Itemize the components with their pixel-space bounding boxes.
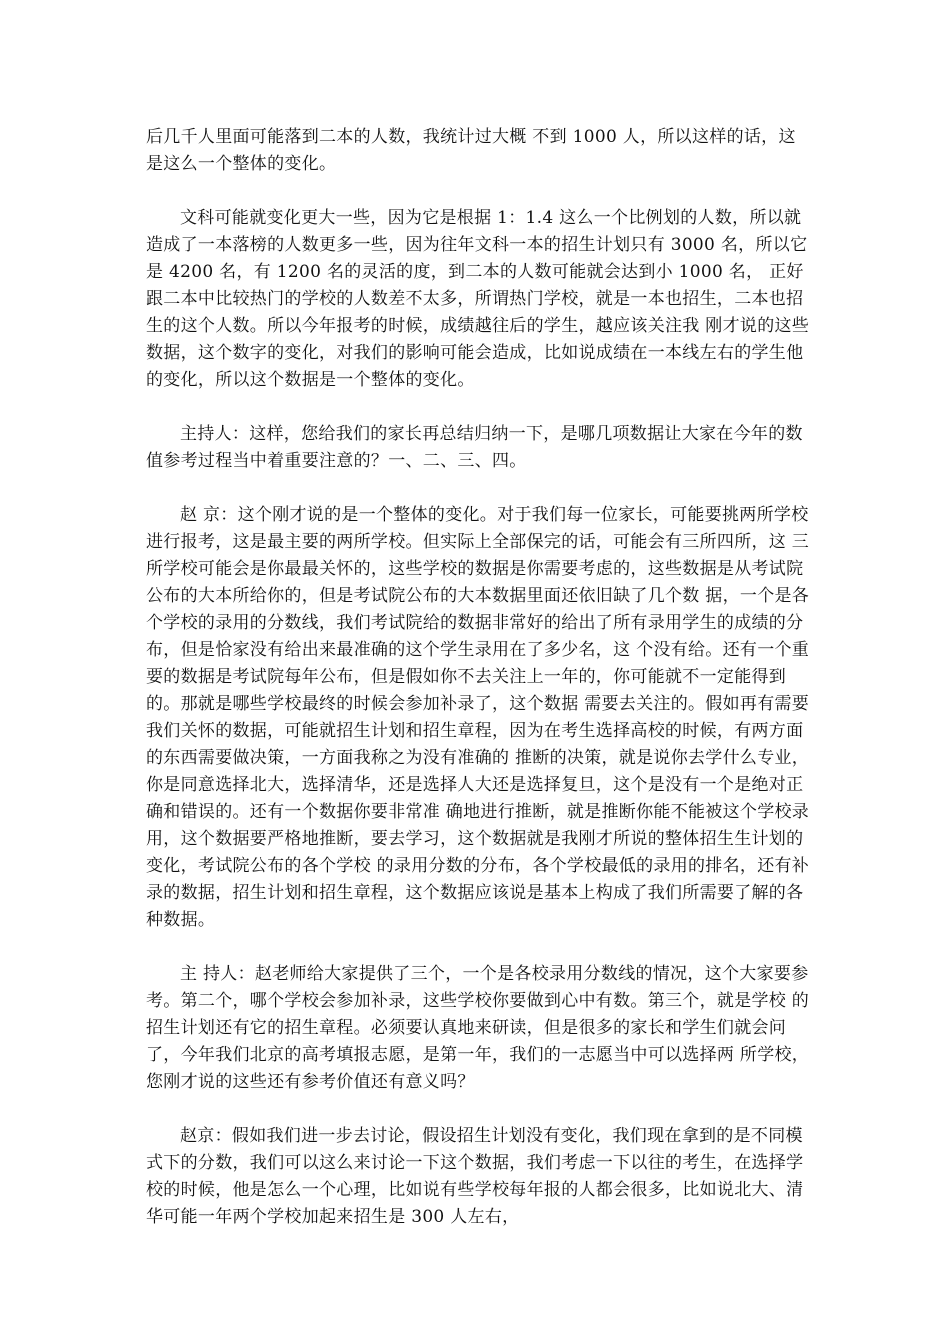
paragraph-host-summary: 主 持人：赵老师给大家提供了三个，一个是各校录用分数线的情况，这个大家要参考。第二个，哪个学校会参加补录，这些学校你要做到心中有数。第三个，就是学校 的招生计划还有它的招生章程。必须要认真地来研读，但是很多的家长和学生们就会问了，今年我们北京的高考填报志愿，是第一年，我们的一志愿当中可以选择两 所学校，您刚才说的这些还有参考价值还有意义吗？ [146,964,810,1092]
paragraph-zhao-answer: 赵 京：这个刚才说的是一个整体的变化。对于我们每一位家长，可能要挑两所学校进行报考，这是最主要的两所学校。但实际上全部保完的话，可能会有三所四所，这 三所学校可能会是你最最关怀的，这些学校的数据是你需要考虑的，这些数据是从考试院公布的大本所给你的，但是考试院公布的大本数据里面还依旧缺了几个数 据，一个是各个学校的录用的分数线，我们考试院给的数据非常好的给出了所有录用学生的成绩的分布，但是恰家没有给出来最准确的这个学生录用在了多少名，这 个没有给。还有一个重要的数据是考试院每年公布，但是假如你不去关注上一年的，你可能就不一定能得到的。那就是哪些学校最终的时候会参加补录了，这个数据 需要去关注的。假如再有需要我们关怀的数据，可能就招生计划和招生章程，因为在考生选择高校的时候，有两方面的东西需要做决策，一方面我称之为没有准确的 推断的决策，就是说你去学什么专业，你是同意选择北大，选择清华，还是选择人大还是选择复旦，这个是没有一个是绝对正确和错误的。还有一个数据你要非常准 确地进行推断，就是推断你能不能被这个学校录用，这个数据要严格地推断，要去学习，这个数据就是我刚才所说的整体招生生计划的变化，考试院公布的各个学校 的录用分数的分布，各个学校最低的录用的排名，还有补录的数据，招生计划和招生章程，这个数据应该说是基本上构成了我们所需要了解的各种数据。 [146,505,810,930]
paragraph-continuation: 后几千人里面可能落到二本的人数，我统计过大概 不到 1000 人，所以这样的话，这是这么一个整体的变化。 [146,127,796,174]
document-body [146,124,812,1258]
paragraph-host-question: 主持人：这样，您给我们的家长再总结归纳一下，是哪几项数据让大家在今年的数值参考过程当中着重要注意的？一、二、三、四。 [146,424,803,471]
paragraph-zhao-discussion: 赵京：假如我们进一步去讨论，假设招生计划没有变化，我们现在拿到的是不同模式下的分数，我们可以这么来讨论一下这个数据，我们考虑一下以往的考生，在选择学校的时候，他是怎么一个心理，比如说有些学校每年报的人都会很多，比如说北大、清华可能一年两个学校加起来招生是 300 人左右， [146,1126,804,1227]
paragraph-liberal-arts: 文科可能就变化更大一些，因为它是根据 1：1.4 这么一个比例划的人数，所以就造成了一本落榜的人数更多一些，因为往年文科一本的招生计划只有 3000 名，所以它是 4200 名，有 1200 名的灵活的度，到二本的人数可能就会达到小 1000 名， 正好跟二本中比较热门的学校的人数差不太多，所谓热门学校，就是一本也招生，二本也招生的这个人数。所以今年报考的时候，成绩越往后的学生，越应该关注我 刚才说的这些数据，这个数字的变化，对我们的影响可能会造成，比如说成绩在一本线左右的学生他的变化，所以这个数据是一个整体的变化。 [146,208,810,390]
